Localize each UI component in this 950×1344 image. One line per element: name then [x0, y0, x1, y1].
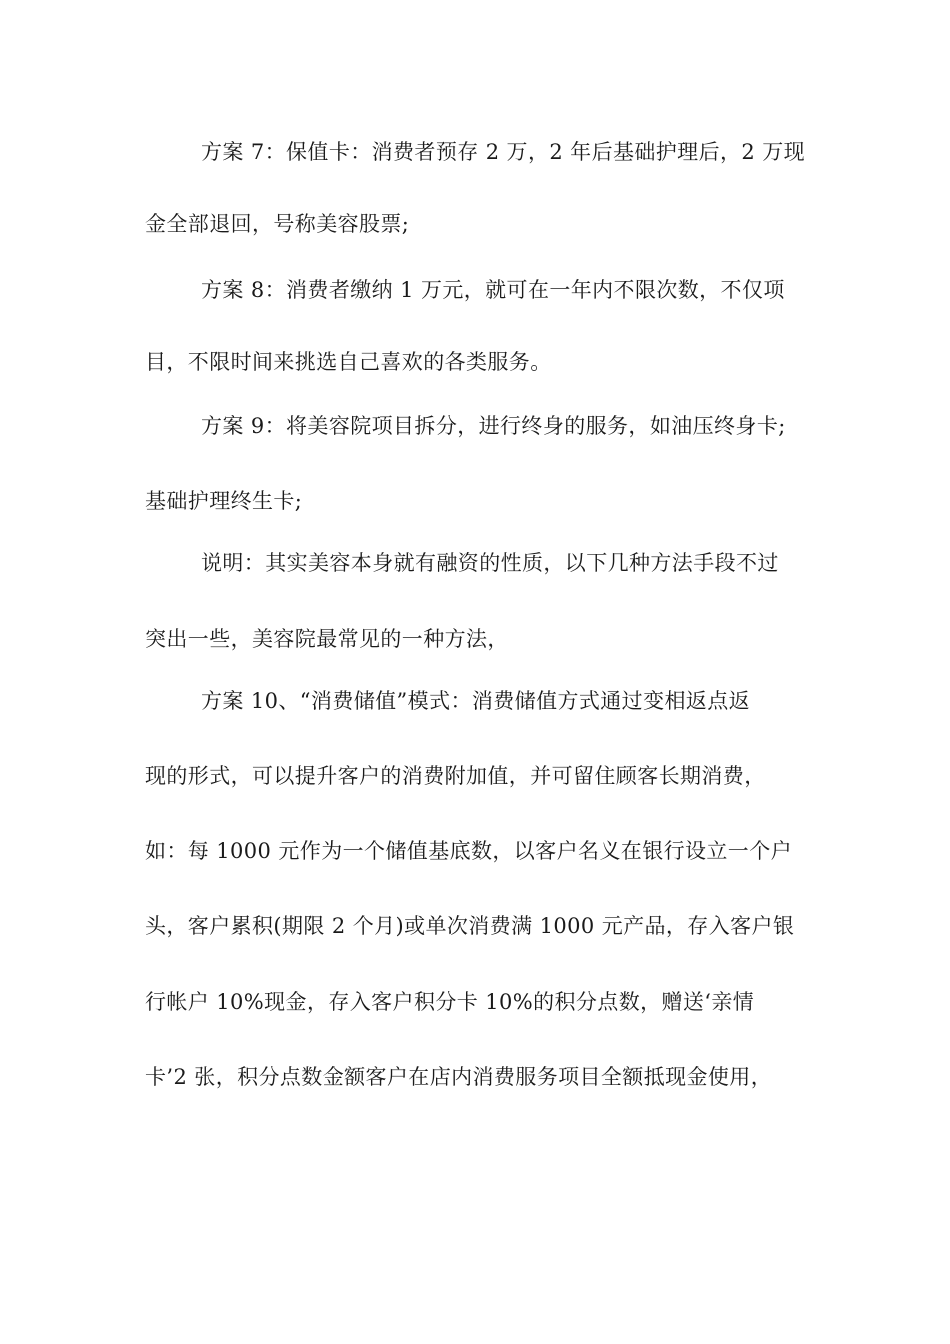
plan-8-line-1: 方案 8：消费者缴纳 1 万元，就可在一年内不限次数，不仅项 [201, 278, 785, 302]
plan-10-line-4: 头，客户累积(期限 2 个月)或单次消费满 1000 元产品，存入客户银 [145, 914, 795, 938]
note-line-2: 突出一些，美容院最常见的一种方法， [145, 627, 509, 651]
plan-10-line-5: 行帐户 10%现金，存入客户积分卡 10%的积分点数，赠送‘亲情 [145, 990, 755, 1014]
plan-10-line-6: 卡’2 张，积分点数金额客户在店内消费服务项目全额抵现金使用， [145, 1065, 773, 1089]
plan-10-line-2: 现的形式，可以提升客户的消费附加值，并可留住顾客长期消费， [145, 764, 766, 788]
plan-9-line-1: 方案 9：将美容院项目拆分，进行终身的服务，如油压终身卡; [201, 414, 786, 438]
plan-10-line-3: 如：每 1000 元作为一个储值基底数，以客户名义在银行设立一个户 [145, 839, 792, 863]
plan-8-line-2: 目，不限时间来挑选自己喜欢的各类服务。 [145, 350, 552, 374]
plan-9-line-2: 基础护理终生卡; [145, 489, 303, 513]
plan-10-line-1: 方案 10、“消费储值”模式：消费储值方式通过变相返点返 [201, 689, 751, 713]
note-line-1: 说明：其实美容本身就有融资的性质，以下几种方法手段不过 [201, 551, 779, 575]
plan-7-line-1: 方案 7：保值卡：消费者预存 2 万，2 年后基础护理后，2 万现 [201, 140, 806, 164]
plan-7-line-2: 金全部退回，号称美容股票; [145, 212, 410, 236]
